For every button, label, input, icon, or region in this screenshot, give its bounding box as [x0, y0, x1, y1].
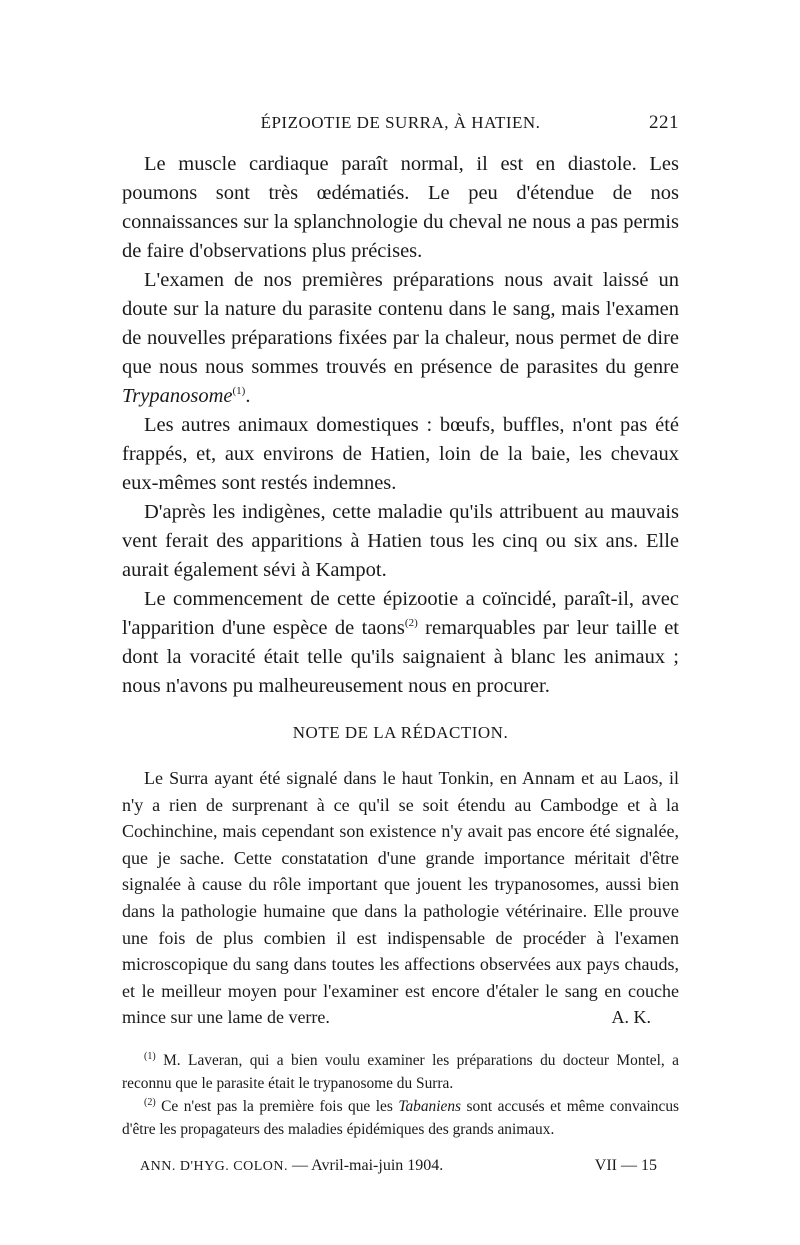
- issue-date: Avril-mai-juin 1904.: [311, 1156, 444, 1174]
- note-signature: A. K.: [611, 1007, 651, 1028]
- footer-dash: —: [292, 1156, 309, 1174]
- paragraph-5: [122, 585, 679, 701]
- footnote-2-text: Ce n'est pas la première fois que les: [161, 1097, 399, 1115]
- footnote-ref-1: (1): [232, 385, 246, 398]
- footer-citation: [140, 1157, 443, 1175]
- paragraph-4: D'après les indigènes, cette maladie qu'ils attribuent au mauvais vent ferait des apparitions à Hatien tous les cinq ou six ans. Elle aurait également sévi à Kampot.: [122, 501, 679, 581]
- paragraph-2: [122, 266, 679, 411]
- note-text: Le Surra ayant été signalé dans le haut Tonkin, en Annam et au Laos, il n'y a rien de surprenant à ce qu'il se soit étendu au Cambodge et à la Cochinchine, mais cependant son existence n'y avait pas encore été signalée, que je sache. Cette constatation d'une grande importance méritait d'être signalée à cause du rôle important que jouent les trypanosomes, aussi bien dans la pathologie humaine que dans la pathologie vétérinaire. Elle prouve une fois de plus combien il est indispensable de procéder à l'examen microscopique du sang dans toutes les affections observées aux pays chauds, et le meilleur moyen pour l'examiner est encore d'étaler le sang en couche mince sur une lame de verre.: [122, 768, 679, 1028]
- paragraph-5-text: Le commencement de cette épizootie a coïncidé, paraît-il, avec l'apparition d'une espèce de taons: [122, 588, 679, 639]
- footnote-1-text: M. Laveran, qui a bien voulu examiner les préparations du docteur Montel, a reconnu que le parasite était le trypanosome du Surra.: [122, 1051, 679, 1092]
- paragraph-5-end: remarquables par leur taille et dont la voracité était telle qu'ils saignaient à blanc les animaux ; nous n'avons pu malheureusement nous en procurer.: [122, 617, 679, 697]
- footnotes: [122, 1049, 679, 1141]
- signature-mark: VII — 15: [594, 1156, 657, 1174]
- document-page: [122, 112, 679, 1175]
- page-footer: [122, 1157, 679, 1175]
- page-number: 221: [649, 112, 679, 133]
- paragraph-2-text: L'examen de nos premières préparations nous avait laissé un doute sur la nature du parasite contenu dans le sang, mais l'examen de nouvelles préparations fixées par la chaleur, nous permet de dire que nous nous sommes trouvés en présence de parasites du genre: [122, 269, 679, 378]
- journal-name: ANN. D'HYG. COLON.: [140, 1158, 289, 1174]
- footnote-2-end: sont accusés et même convaincus d'être les propagateurs des maladies épidémiques des grands animaux.: [122, 1097, 680, 1138]
- running-head: [122, 112, 679, 142]
- paragraph-3: Les autres animaux domestiques : bœufs, buffles, n'ont pas été frappés, et, aux environs de Hatien, loin de la baie, les chevaux eux-mêmes sont restés indemnes.: [122, 414, 679, 494]
- paragraph-1: Le muscle cardiaque paraît normal, il est en diastole. Les poumons sont très œdématiés. Le peu d'étendue de nos connaissances sur la splanchnologie du cheval ne nous a pas permis de faire d'observations plus précises.: [122, 153, 679, 262]
- body-text: [122, 150, 679, 701]
- footnote-2: [122, 1095, 679, 1141]
- running-title: ÉPIZOOTIE DE SURRA, À HATIEN.: [260, 113, 541, 132]
- note-paragraph: [122, 765, 679, 1031]
- footnote-1: [122, 1049, 679, 1095]
- paragraph-2-end: .: [245, 385, 251, 407]
- tabaniens-term: Tabaniens: [398, 1097, 462, 1115]
- trypanosome-term: Trypanosome: [122, 385, 233, 407]
- note-title: NOTE DE LA RÉDACTION.: [292, 723, 509, 742]
- footnote-2-mark: (2): [144, 1096, 156, 1108]
- footnote-ref-2: (2): [404, 617, 418, 630]
- editorial-note: [122, 765, 679, 1031]
- footnote-1-mark: (1): [144, 1050, 156, 1062]
